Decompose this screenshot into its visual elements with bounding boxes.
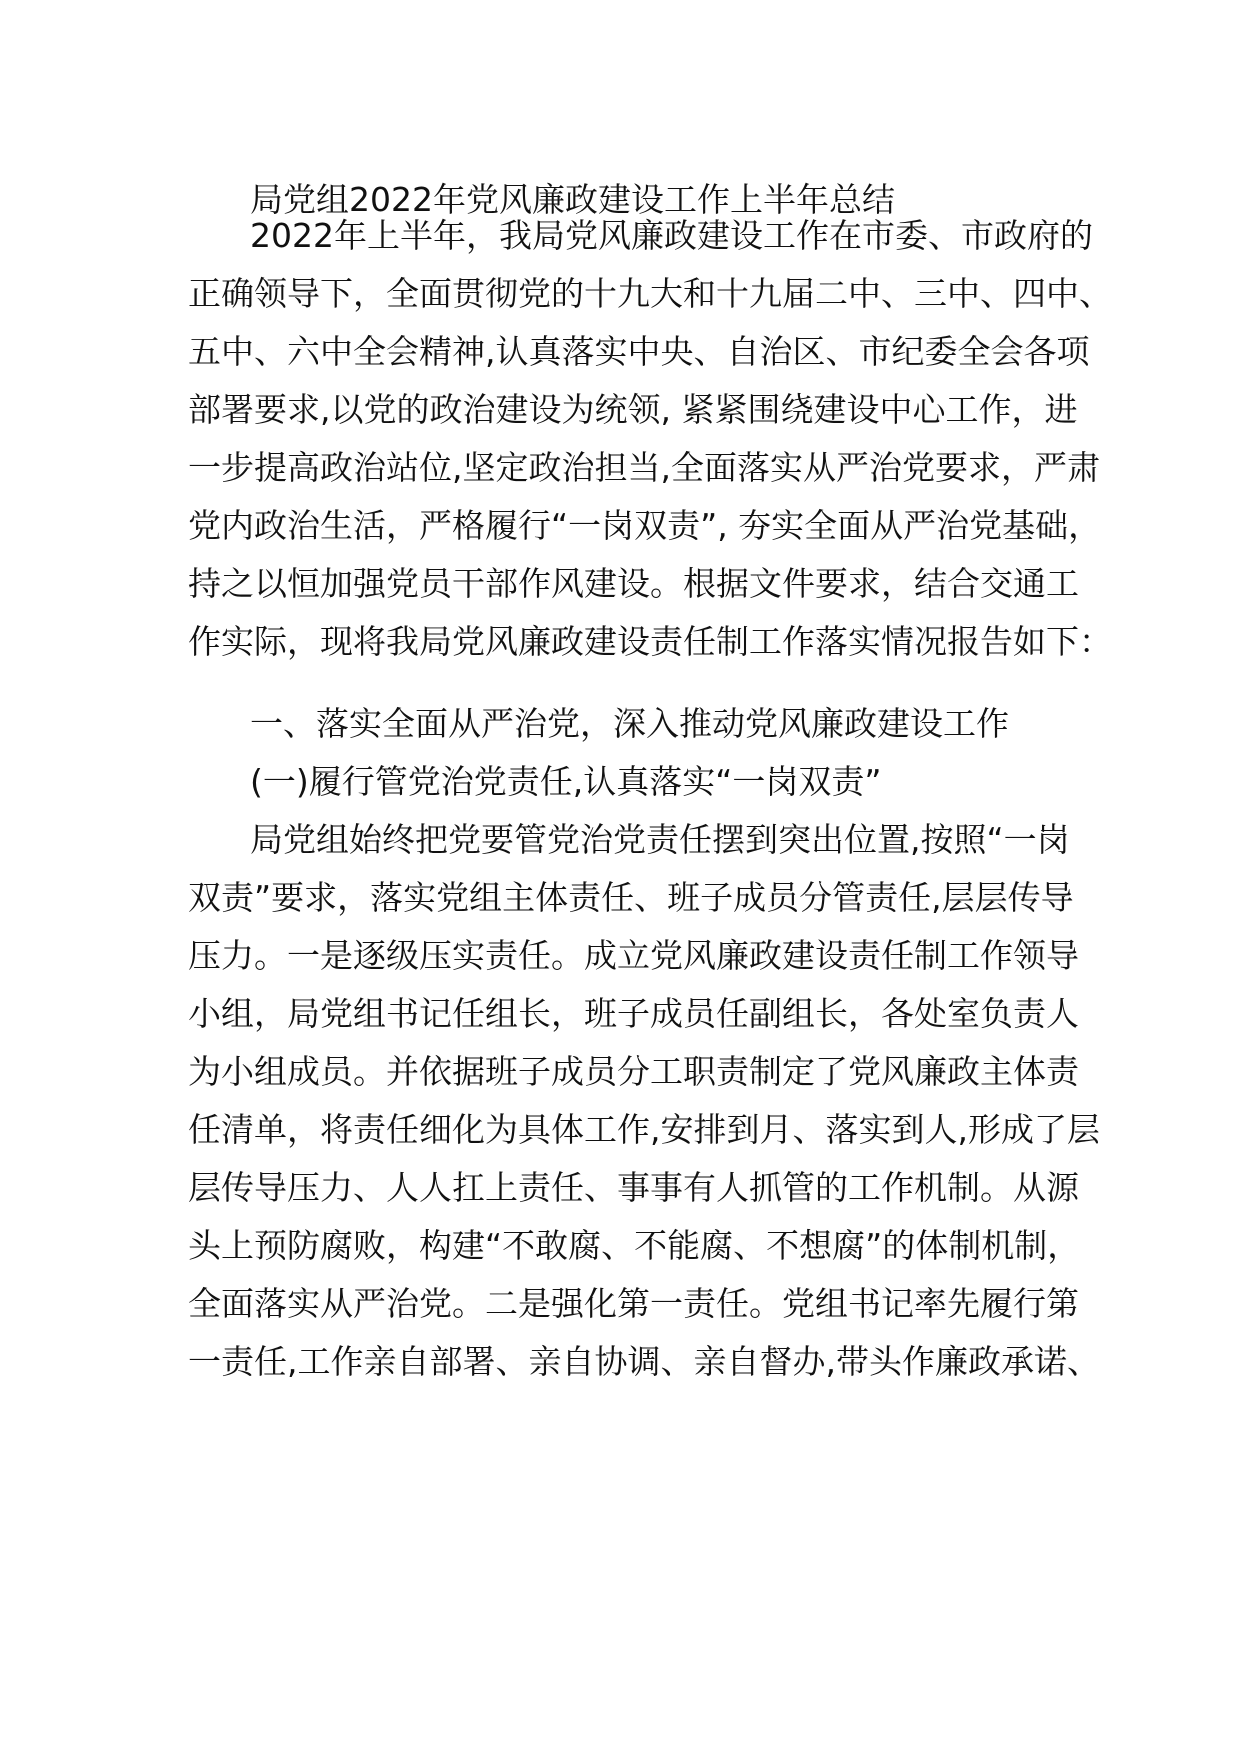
paragraph-line: 全面落实从严治党。二是强化第一责任。党组书记率先履行第 [188, 1284, 1079, 1323]
paragraph-line: 持之以恒加强党员干部作风建设。根据文件要求，结合交通工 [188, 564, 1079, 603]
paragraph-line: 为小组成员。并依据班子成员分工职责制定了党风廉政主体责 [188, 1052, 1079, 1091]
paragraph-line: 部署要求,以党的政治建设为统领, 紧紧围绕建设中心工作，进 [188, 390, 1078, 429]
paragraph-line: 正确领导下，全面贯彻党的十九大和十九届二中、三中、四中、 [188, 274, 1112, 313]
paragraph-line: 一步提高政治站位,坚定政治担当,全面落实从严治党要求，严肃 [188, 448, 1100, 487]
paragraph-line: 小组，局党组书记任组长，班子成员任副组长，各处室负责人 [188, 994, 1079, 1033]
paragraph-line: 2022年上半年，我局党风廉政建设工作在市委、市政府的 [250, 216, 1093, 255]
paragraph-line: 任清单，将责任细化为具体工作,安排到月、落实到人,形成了层 [188, 1110, 1100, 1149]
paragraph-line: 层传导压力、人人扛上责任、事事有人抓管的工作机制。从源 [188, 1168, 1079, 1207]
paragraph-line: 头上预防腐败，构建“不敢腐、不能腐、不想腐”的体制机制， [188, 1226, 1081, 1265]
paragraph-line: 压力。一是逐级压实责任。成立党风廉政建设责任制工作领导 [188, 936, 1079, 975]
subsection-heading: (一)履行管党治党责任,认真落实“一岗双责” [250, 762, 882, 801]
paragraph-line: 局党组始终把党要管党治党责任摆到突出位置,按照“一岗 [250, 820, 1070, 859]
paragraph-line: 党内政治生活，严格履行“一岗双责”, 夯实全面从严治党基础， [188, 506, 1102, 545]
paragraph-line: 作实际，现将我局党风廉政建设责任制工作落实情况报告如下： [188, 622, 1112, 661]
section-heading: 一、落实全面从严治党，深入推动党风廉政建设工作 [250, 704, 1009, 743]
paragraph-line: 五中、六中全会精神,认真落实中央、自治区、市纪委全会各项 [188, 332, 1090, 371]
document-title: 局党组2022年党风廉政建设工作上半年总结 [250, 180, 895, 219]
paragraph-line: 双责”要求，落实党组主体责任、班子成员分管责任,层层传导 [188, 878, 1074, 917]
paragraph-line: 一责任,工作亲自部署、亲自协调、亲自督办,带头作廉政承诺、 [188, 1342, 1100, 1381]
